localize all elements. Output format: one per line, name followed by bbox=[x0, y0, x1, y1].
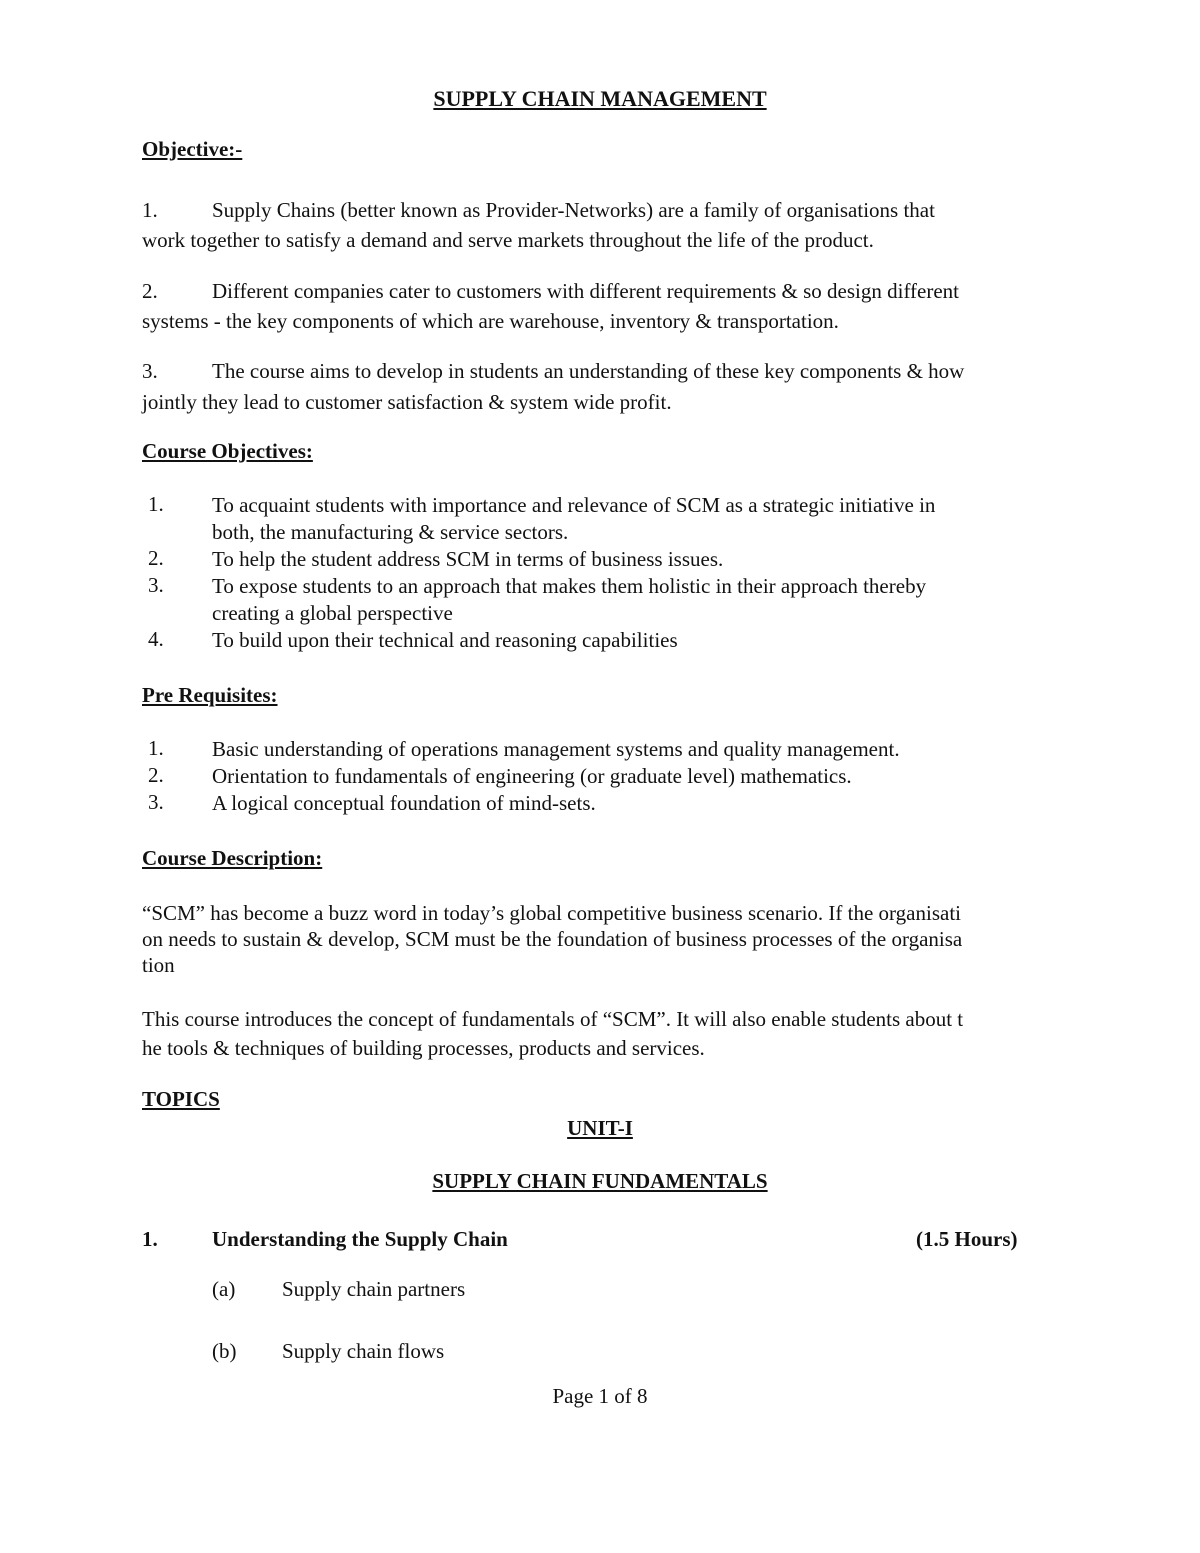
pre-requisites-heading: Pre Requisites: bbox=[142, 683, 278, 707]
unit-title: SUPPLY CHAIN FUNDAMENTALS bbox=[432, 1169, 768, 1193]
objective-item-3-line2: jointly they lead to customer satisfaction & system wide profit. bbox=[142, 390, 672, 414]
pre-requisite-1-text: Basic understanding of operations management systems and quality management. bbox=[212, 737, 900, 761]
pre-requisite-1-number: 1. bbox=[148, 736, 164, 760]
course-objective-1-line1: To acquaint students with importance and relevance of SCM as a strategic initiative in bbox=[212, 493, 936, 517]
pre-requisite-3-text: A logical conceptual foundation of mind-sets. bbox=[212, 791, 596, 815]
pre-requisite-2-text: Orientation to fundamentals of engineering (or graduate level) mathematics. bbox=[212, 764, 852, 788]
topics-heading: TOPICS bbox=[142, 1087, 220, 1111]
page-footer: Page 1 of 8 bbox=[552, 1384, 648, 1408]
course-objective-1-line2: both, the manufacturing & service sectors. bbox=[212, 520, 569, 544]
course-description-para1-line1: “SCM” has become a buzz word in today’s global competitive business scenario. If the organisati bbox=[142, 901, 961, 925]
course-description-para2-line1: This course introduces the concept of fundamentals of “SCM”. It will also enable students about t bbox=[142, 1007, 964, 1031]
subitem-b-label: (b) bbox=[212, 1339, 237, 1363]
objective-item-2-line2: systems - the key components of which are warehouse, inventory & transportation. bbox=[142, 309, 839, 333]
topic-1-hours: (1.5 Hours) bbox=[916, 1227, 1018, 1251]
course-description-para1-line2: on needs to sustain & develop, SCM must be the foundation of business processes of the organisa bbox=[142, 927, 963, 951]
course-objective-3-number: 3. bbox=[148, 573, 164, 597]
course-objective-2-line1: To help the student address SCM in terms of business issues. bbox=[212, 547, 724, 571]
topic-1-title: Understanding the Supply Chain bbox=[212, 1227, 508, 1251]
subitem-a-label: (a) bbox=[212, 1277, 236, 1301]
course-objective-2-number: 2. bbox=[148, 546, 164, 570]
course-objective-3-line1: To expose students to an approach that makes them holistic in their approach thereby bbox=[212, 574, 927, 598]
course-objective-3-line2: creating a global perspective bbox=[212, 601, 453, 625]
course-description-heading: Course Description: bbox=[142, 846, 323, 870]
subitem-a-text: Supply chain partners bbox=[282, 1277, 466, 1301]
course-description-para2-line2: he tools & techniques of building processes, products and services. bbox=[142, 1036, 705, 1060]
objective-item-2-number: 2. bbox=[142, 279, 158, 303]
course-objective-4-number: 4. bbox=[148, 627, 164, 651]
objective-item-3-line1: The course aims to develop in students an understanding of these key components & how bbox=[212, 359, 965, 383]
course-objective-1-number: 1. bbox=[148, 492, 164, 516]
objective-item-3-number: 3. bbox=[142, 359, 158, 383]
course-objective-4-line1: To build upon their technical and reasoning capabilities bbox=[212, 628, 678, 652]
objective-item-1-number: 1. bbox=[142, 198, 158, 222]
subitem-b-text: Supply chain flows bbox=[282, 1339, 445, 1363]
objective-heading: Objective:- bbox=[142, 137, 243, 161]
objective-item-2-line1: Different companies cater to customers with different requirements & so design different bbox=[212, 279, 960, 303]
objective-item-1-line1: Supply Chains (better known as Provider-Networks) are a family of organisations that bbox=[212, 198, 935, 222]
pre-requisite-3-number: 3. bbox=[148, 790, 164, 814]
course-objectives-heading: Course Objectives: bbox=[142, 439, 313, 463]
pre-requisite-2-number: 2. bbox=[148, 763, 164, 787]
course-description-para1-line3: tion bbox=[142, 953, 175, 977]
unit-heading: UNIT-I bbox=[567, 1116, 633, 1140]
topic-1-number: 1. bbox=[142, 1227, 158, 1251]
objective-item-1-line2: work together to satisfy a demand and serve markets throughout the life of the product. bbox=[142, 228, 874, 252]
document-title: SUPPLY CHAIN MANAGEMENT bbox=[433, 86, 767, 111]
